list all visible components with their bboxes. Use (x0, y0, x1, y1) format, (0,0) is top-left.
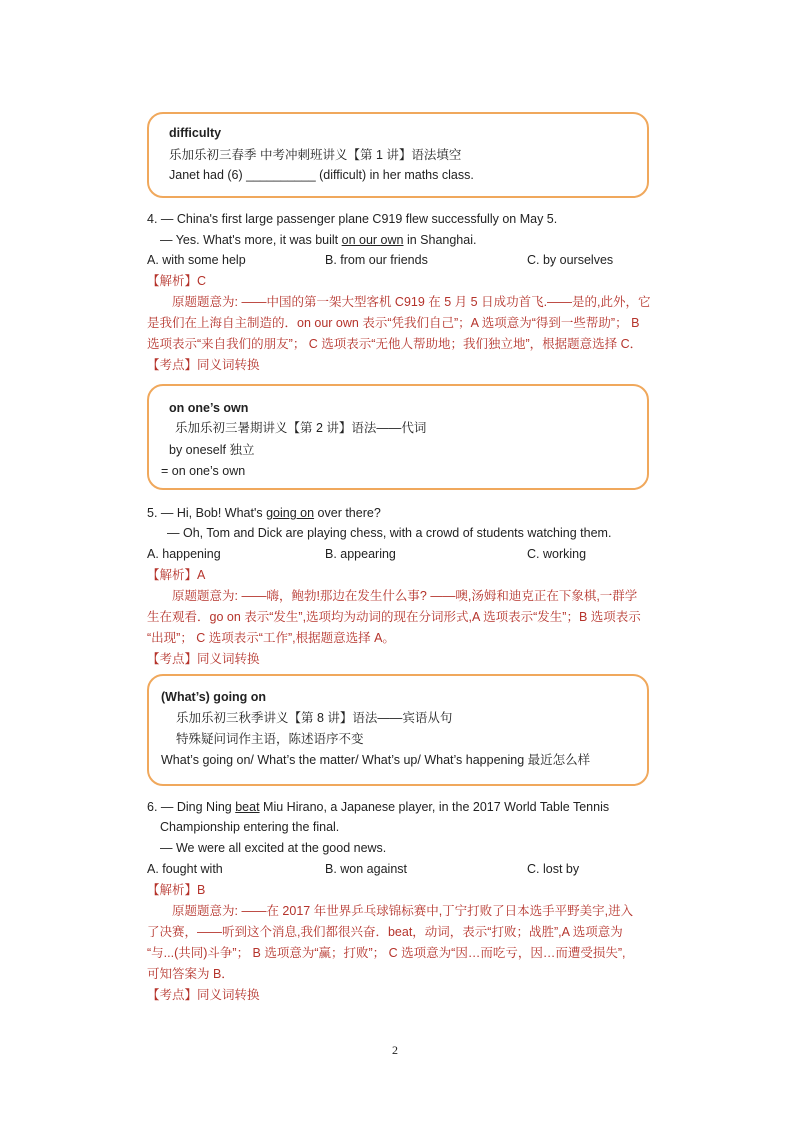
q6-explanation-line4: 可知答案为 B． (147, 967, 234, 981)
box2-term: on one’s own (169, 401, 249, 415)
box2-source: 乐加乐初三暑期讲义【第 2 讲】语法——代词 (175, 421, 427, 435)
q5-answer: 【解析】A (147, 568, 206, 582)
q6-point: 【考点】同义词转换 (147, 988, 260, 1002)
q5-explanation-line2: 生在观看．go on 表示“发生”,选项均为动词的现在分词形式,A 选项表示“发生”；B 选项表示 (147, 610, 641, 624)
q4-line2-pre: — Yes. What's more, it was built (160, 233, 342, 247)
q4-explanation-line1: 原题题意为: ——中国的第一架大型客机 C919 在 5 月 5 日成功首飞.——是的,此外，它 (172, 295, 651, 309)
q6-explanation-line2: 了决赛，——听到这个消息,我们都很兴奋．beat，动词，表示“打败；战胜”,A 选项意为 (147, 925, 623, 939)
page-number: 2 (392, 1043, 398, 1057)
q5-line1-post: over there? (314, 506, 381, 520)
q6-option-a: A. fought with (147, 862, 223, 876)
q5-option-a: A. happening (147, 547, 221, 561)
q4-explanation-line3: 选项表示“来自我们的朋友”； C 选项表示“无他人帮助地；我们独立地”，根据题意选择 C． (147, 337, 643, 351)
q6-answer: 【解析】B (147, 883, 206, 897)
q5-line1-pre: 5. — Hi, Bob! What's (147, 506, 267, 520)
q5-explanation-line1: 原题题意为: ——嗨，鲍勃!那边在发生什么事? ——噢,汤姆和迪克正在下象棋,一群学 (172, 589, 638, 603)
q4-line1: 4. — China's first large passenger plane C919 flew successfully on May 5. (147, 212, 558, 226)
q4-option-c: C. by ourselves (527, 253, 614, 267)
box2-line4: = on one’s own (161, 464, 246, 478)
q4-line2 (160, 232, 476, 248)
q5-line1 (147, 505, 381, 521)
box3-line3: 特殊疑问词作主语，陈述语序不变 (176, 732, 364, 746)
q4-option-a: A. with some help (147, 253, 246, 267)
box1-source: 乐加乐初三春季 中考冲刺班讲义【第 1 讲】语法填空 (169, 148, 462, 162)
q6-underlined-word: beat (235, 800, 260, 814)
q6-option-c: C. lost by (527, 862, 580, 876)
q5-underlined-phrase: going on (266, 506, 315, 520)
q5-explanation-line3: “出现”； C 选项表示“工作”,根据题意选择 A。 (147, 631, 395, 645)
q4-option-b: B. from our friends (325, 253, 428, 267)
q6-explanation-line3: “与...(共同)斗争”； B 选项意为“赢；打败”； C 选项意为“因…而吃亏，因…而遭受损失”, (147, 946, 626, 960)
q6-explanation-line1: 原题题意为: ——在 2017 年世界乒乓球锦标赛中,丁宁打败了日本选手平野美宇,进入 (172, 904, 634, 918)
q6-line1 (147, 799, 609, 815)
box1-term: difficulty (169, 126, 222, 140)
box3-line4: What’s going on/ What’s the matter/ What’s up/ What’s happening 最近怎么样 (161, 753, 591, 767)
box1-example: Janet had (6) __________ (difficult) in her maths class. (169, 168, 474, 182)
box3-term: (What’s) going on (161, 690, 267, 704)
q6-line1-pre: 6. — Ding Ning (147, 800, 236, 814)
q5-option-b: B. appearing (325, 547, 396, 561)
box3-source: 乐加乐初三秋季讲义【第 8 讲】语法——宾语从句 (176, 711, 453, 725)
q4-point: 【考点】同义词转换 (147, 358, 260, 372)
q6-line1-post: Miu Hirano, a Japanese player, in the 2017 World Table Tennis (259, 800, 610, 814)
q6-option-b: B. won against (325, 862, 407, 876)
q5-option-c: C. working (527, 547, 587, 561)
q4-line2-post: in Shanghai. (403, 233, 477, 247)
q4-explanation-line2: 是我们在上海自主制造的．on our own 表示“凭我们自己”；A 选项意为“得到一些帮助”； B (147, 316, 640, 330)
q5-line2: — Oh, Tom and Dick are playing chess, with a crowd of students watching them. (167, 526, 612, 540)
q5-point: 【考点】同义词转换 (147, 652, 260, 666)
q4-answer: 【解析】C (147, 274, 207, 288)
q6-line3: — We were all excited at the good news. (160, 841, 387, 855)
box2-line3: by oneself 独立 (169, 443, 255, 457)
q4-underlined-phrase: on our own (341, 233, 404, 247)
q6-line2: Championship entering the final. (160, 820, 340, 834)
